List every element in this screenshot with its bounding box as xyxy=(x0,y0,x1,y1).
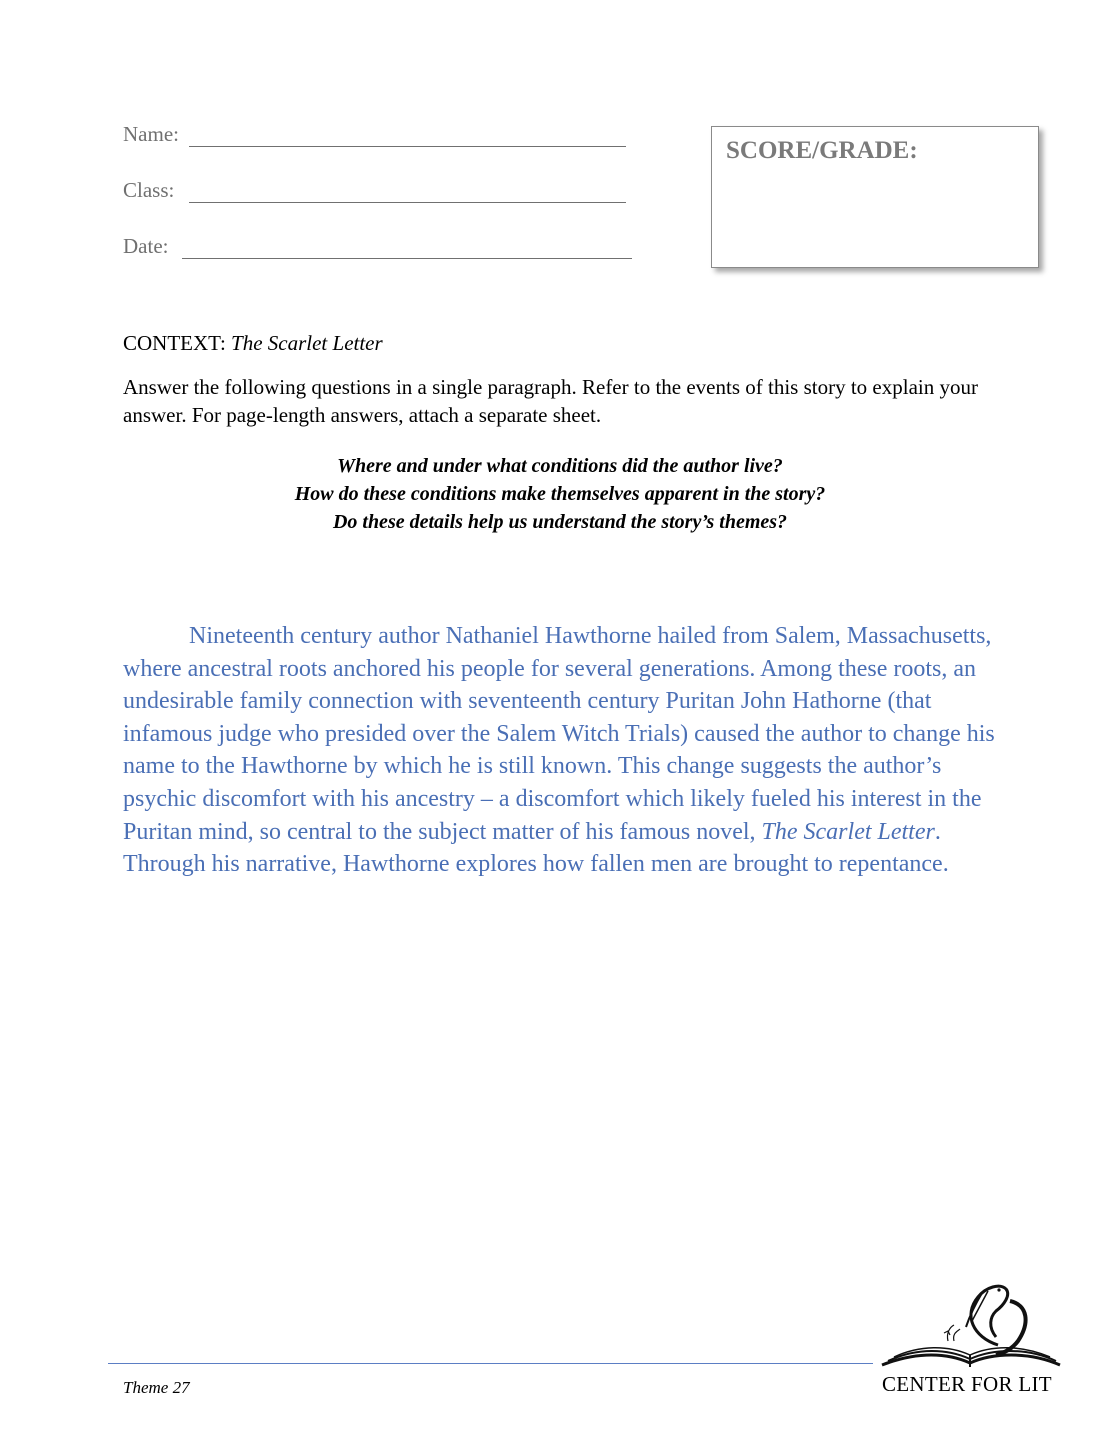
score-grade-box[interactable] xyxy=(711,126,1039,268)
answer-text-part2: . Through his narrative, Hawthorne explores how fallen men are brought to repentance. xyxy=(123,818,949,878)
context-title: The Scarlet Letter xyxy=(231,331,383,355)
answer-paragraph xyxy=(123,620,1008,881)
name-input-line[interactable] xyxy=(189,146,626,147)
date-input-line[interactable] xyxy=(182,258,632,259)
date-label: Date: xyxy=(123,234,169,258)
question-1: Where and under what conditions did the author live? xyxy=(337,455,783,477)
footer-theme-label: Theme 27 xyxy=(123,1378,190,1397)
logo-text: CENTER FOR LIT xyxy=(882,1372,1052,1396)
footer-divider xyxy=(108,1363,873,1364)
answer-novel-title: The Scarlet Letter xyxy=(761,818,935,845)
score-grade-label: SCORE/GRADE: xyxy=(726,137,918,164)
questions-block xyxy=(200,452,920,536)
name-label: Name: xyxy=(123,122,179,146)
context-line xyxy=(123,331,383,356)
pelican-book-logo-icon xyxy=(878,1275,1063,1375)
answer-text-part1: Nineteenth century author Nathaniel Hawthorne hailed from Salem, Massachusetts, where ancestral roots anchored his people for several generations. Among these roots, an undesirable family connection with seventeenth century Puritan John Hathorne (that infamous judge who presided over the Salem Witch Trials) caused the author to change his name to the Hawthorne by which he is still known. This change suggests the author’s psychic discomfort with his ancestry – a discomfort which likely fueled his interest in the Puritan mind, so central to the subject matter of his famous novel, xyxy=(123,623,995,845)
class-input-line[interactable] xyxy=(189,202,626,203)
class-label: Class: xyxy=(123,178,175,202)
instructions: Answer the following questions in a single paragraph. Refer to the events of this story to explain your answer. For page-length answers, attach a separate sheet. xyxy=(123,375,978,427)
question-3: Do these details help us understand the story’s themes? xyxy=(332,511,788,533)
context-prefix: CONTEXT: xyxy=(123,331,226,355)
question-2: How do these conditions make themselves apparent in the story? xyxy=(294,483,826,505)
